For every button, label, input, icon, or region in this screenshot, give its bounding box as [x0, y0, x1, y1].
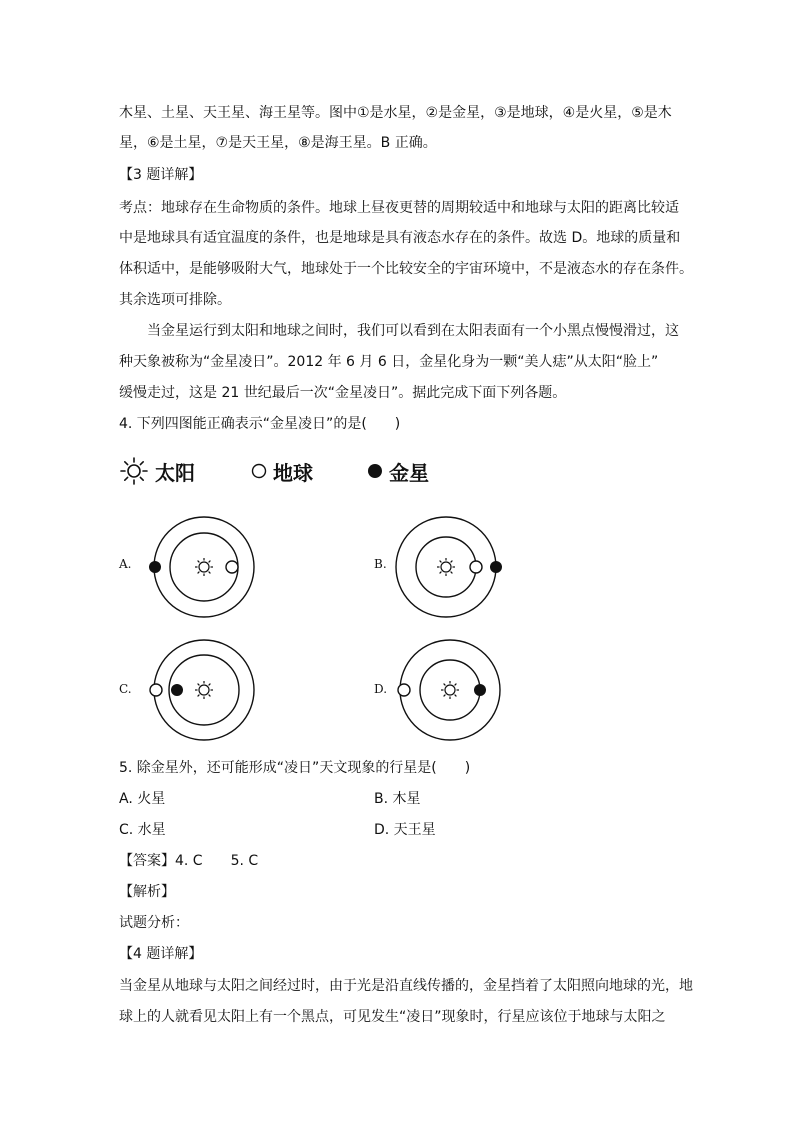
text-line-4: 中是地球具有适宜温度的条件，也是地球是具有液态水存在的条件。故选 D。地球的质量和 [119, 230, 681, 246]
section-heading-q3: 【3 题详解】 [119, 167, 203, 183]
legend-sun-label: 太阳 [155, 460, 195, 485]
answer-line: 【答案】4. C 5. C [119, 853, 259, 869]
option-a-label: A. [119, 557, 132, 571]
text-line-6: 其余选项可排除。 [119, 292, 231, 308]
legend-sun [119, 455, 195, 487]
section-heading-q4: 【4 题详解】 [119, 946, 203, 962]
orbit-diagram-c [140, 636, 270, 746]
option-b-label: B. [374, 557, 387, 571]
text-line-8: 种天象被称为“金星凌日”。2012 年 6 月 6 日，金星化身为一颗“美人痣”从太阳“脸上” [119, 354, 659, 370]
legend-venus-label: 金星 [389, 460, 429, 485]
question-5-option-d: D. 天王星 [374, 822, 436, 838]
text-line-3: 考点：地球存在生命物质的条件。地球上昼夜更替的周期较适中和地球与太阳的距离比较适 [119, 200, 679, 216]
option-d-label: D. [374, 682, 388, 696]
text-line-2: 星，⑥是土星，⑦是天王星，⑧是海王星。B 正确。 [119, 135, 437, 151]
orbit-diagram-a [140, 512, 270, 622]
sun-icon [195, 681, 213, 699]
question-4-stem: 4. 下列四图能正确表示“金星凌日”的是( ) [119, 416, 401, 432]
text-line-7: 当金星运行到太阳和地球之间时，我们可以看到在太阳表面有一个小黑点慢慢滑过，这 [147, 323, 679, 339]
earth-icon [470, 561, 482, 573]
legend-earth-label: 地球 [273, 460, 313, 485]
earth-icon [251, 463, 267, 479]
sun-icon [437, 558, 455, 576]
detail4-line-2: 球上的人就看见太阳上有一个黑点，可见发生“凌日”现象时，行星应该位于地球与太阳之 [119, 1009, 666, 1025]
option-c-label: C. [119, 682, 132, 696]
text-line-5: 体积适中，是能够吸附大气，地球处于一个比较安全的宇宙环境中，不是液态水的存在条件。 [119, 261, 693, 277]
legend-venus [367, 455, 429, 487]
orbit-diagram-d [380, 636, 510, 746]
text-line-9: 缓慢走过，这是 21 世纪最后一次“金星凌日”。据此完成下面下列各题。 [119, 385, 567, 401]
venus-icon [367, 463, 383, 479]
venus-icon [149, 561, 161, 573]
earth-icon [150, 684, 162, 696]
earth-icon [398, 684, 410, 696]
question-5-option-c: C. 水星 [119, 822, 166, 838]
earth-icon [226, 561, 238, 573]
sun-icon [119, 456, 149, 486]
question-5-option-b: B. 木星 [374, 791, 421, 807]
detail4-line-1: 当金星从地球与太阳之间经过时，由于光是沿直线传播的，金星挡着了太阳照向地球的光，地 [119, 978, 693, 994]
diagram-legend [119, 455, 479, 487]
venus-icon [171, 684, 183, 696]
text-line-1: 木星、土星、天王星、海王星等。图中①是水星，②是金星，③是地球，④是火星，⑤是木 [119, 105, 672, 121]
analysis-heading: 【解析】 [119, 884, 175, 900]
analysis-subheading: 试题分析： [119, 915, 189, 931]
sun-icon [441, 681, 459, 699]
legend-earth [251, 455, 313, 487]
venus-icon [490, 561, 502, 573]
question-5-stem: 5. 除金星外，还可能形成“凌日”天文现象的行星是( ) [119, 760, 471, 776]
venus-icon [474, 684, 486, 696]
sun-icon [195, 558, 213, 576]
question-5-option-a: A. 火星 [119, 791, 166, 807]
orbit-diagram-b [380, 512, 510, 622]
